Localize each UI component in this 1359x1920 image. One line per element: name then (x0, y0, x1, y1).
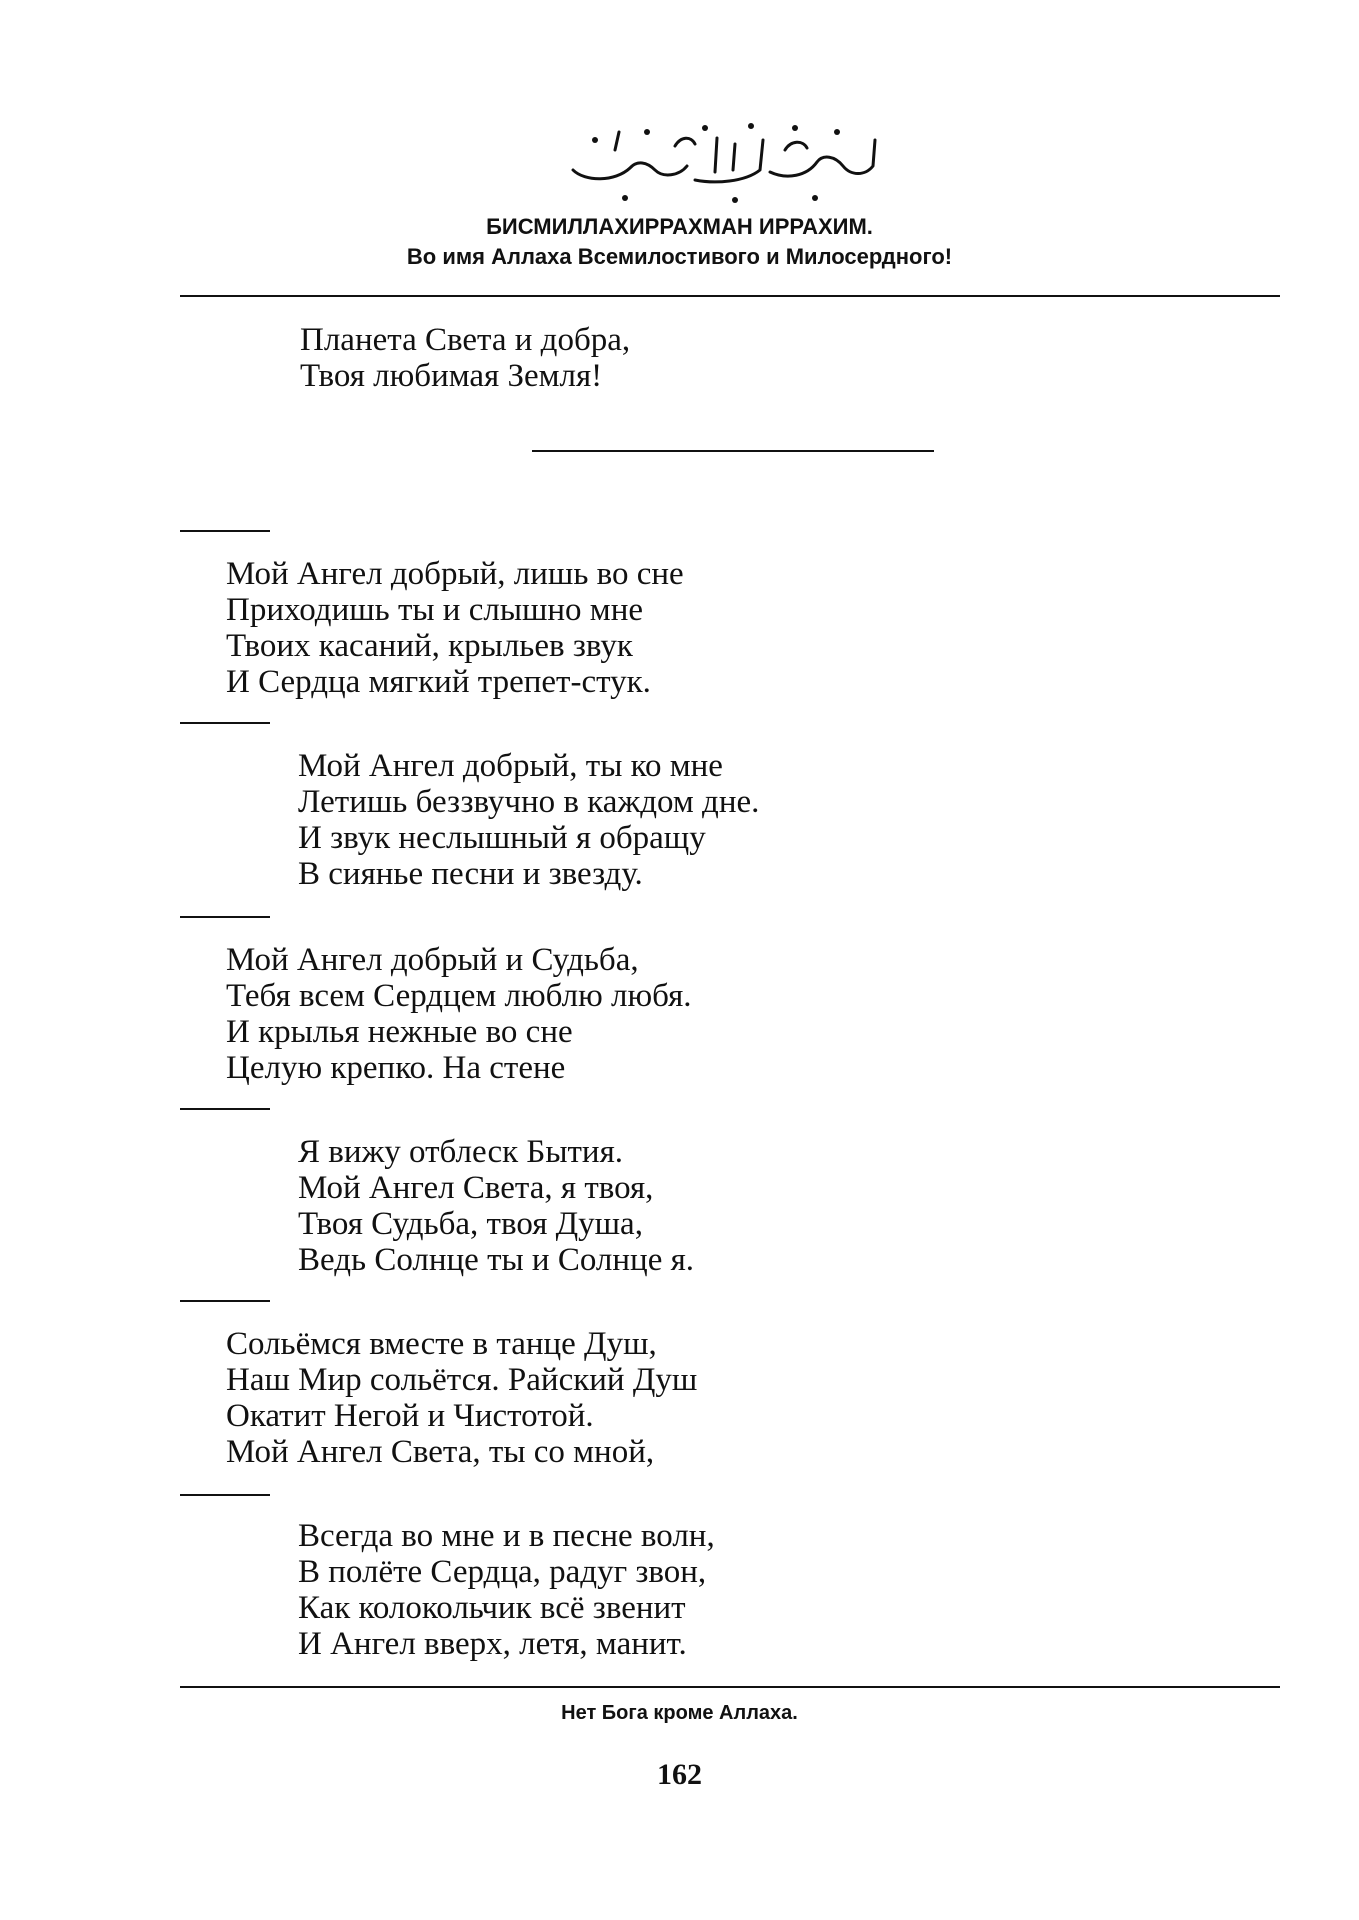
stanza-5 (298, 1134, 694, 1278)
verse-line: И Сердца мягкий трепет-стук. (226, 664, 651, 700)
verse-line: Твоих касаний, крыльев звук (226, 628, 633, 664)
verse-line: Мой Ангел Света, ты со мной, (226, 1434, 655, 1470)
stanza-6 (226, 1326, 697, 1470)
verse-line: Летишь беззвучно в каждом дне. (298, 784, 760, 820)
header-title: БИСМИЛЛАХИРРАХМАН ИРРАХИМ. (486, 214, 873, 239)
stanza-2 (226, 556, 684, 700)
stanza-3 (298, 748, 759, 892)
verse-line: Мой Ангел добрый, лишь во сне (226, 556, 684, 592)
verse-line: Я вижу отблеск Бытия. (298, 1134, 624, 1170)
stanza-dash (180, 1300, 270, 1302)
stanza-1 (300, 322, 630, 394)
verse-line: Приходишь ты и слышно мне (226, 592, 643, 628)
verse-line: Тебя всем Сердцем люблю любя. (226, 978, 692, 1014)
verse-line: В сиянье песни и звезду. (298, 856, 643, 892)
verse-line: Планета Света и добра, (300, 322, 631, 358)
footer-motto: Нет Бога кроме Аллаха. (561, 1702, 798, 1724)
verse-line: Целую крепко. На стене (226, 1050, 566, 1086)
page-number: 162 (657, 1758, 702, 1791)
verse-line: Мой Ангел Света, я твоя, (298, 1170, 654, 1206)
stanza-7 (298, 1518, 715, 1662)
verse-line: Твоя Судьба, твоя Душа, (298, 1206, 643, 1242)
verse-line: Твоя любимая Земля! (300, 358, 603, 394)
verse-line: И Ангел вверх, летя, манит. (298, 1626, 687, 1662)
verse-line: В полёте Сердца, радуг звон, (298, 1554, 707, 1590)
stanza-dash (180, 1108, 270, 1110)
verse-line: Сольёмся вместе в танце Душ, (226, 1326, 657, 1362)
stanza-4 (226, 942, 692, 1086)
verse-line: Мой Ангел добрый и Судьба, (226, 942, 639, 978)
verse-line: Как колокольчик всё звенит (298, 1590, 686, 1626)
verse-line: Ведь Солнце ты и Солнце я. (298, 1242, 695, 1278)
section-divider (532, 450, 934, 452)
verse-line: Окатит Негой и Чистотой. (226, 1398, 594, 1434)
footer-rule (180, 1686, 1280, 1688)
verse-line: Наш Мир сольётся. Райский Душ (226, 1362, 698, 1398)
verse-line: Мой Ангел добрый, ты ко мне (298, 748, 723, 784)
verse-line: Всегда во мне и в песне волн, (298, 1518, 715, 1554)
verse-line: И звук неслышный я обращу (298, 820, 706, 856)
stanza-dash (180, 722, 270, 724)
header-rule (180, 295, 1280, 297)
header-subtitle: Во имя Аллаха Всемилостивого и Милосердного! (406, 244, 953, 269)
stanza-dash (180, 530, 270, 532)
stanza-dash (180, 916, 270, 918)
stanza-dash (180, 1494, 270, 1496)
verse-line: И крылья нежные во сне (226, 1014, 573, 1050)
bismillah-calligraphy (555, 110, 885, 210)
